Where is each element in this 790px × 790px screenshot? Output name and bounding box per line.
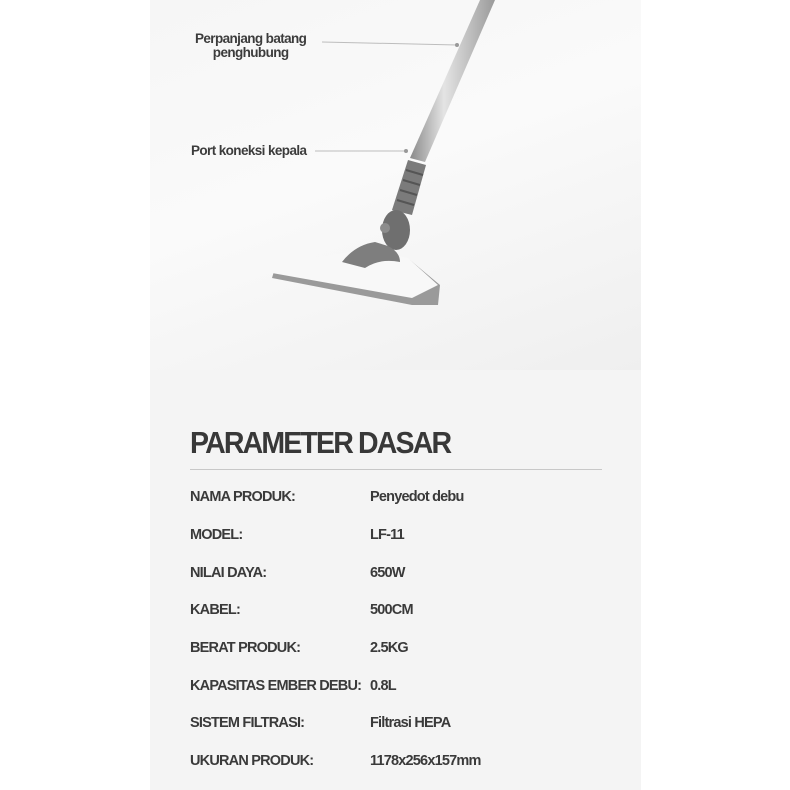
bellows-joint xyxy=(380,160,426,250)
spec-label: MODEL: xyxy=(190,527,243,543)
spec-label: BERAT PRODUK: xyxy=(190,640,301,656)
spec-value: 500CM xyxy=(370,602,413,618)
parameters-section xyxy=(150,370,641,790)
spec-value: 2.5KG xyxy=(370,640,408,656)
spec-value: LF-11 xyxy=(370,527,404,543)
spec-value: Filtrasi HEPA xyxy=(370,715,451,731)
callout-extension-rod xyxy=(195,32,306,60)
callout-text-line: Perpanjang batang xyxy=(195,31,307,46)
divider xyxy=(190,469,602,470)
section-title: PARAMETER DASAR xyxy=(190,425,451,460)
floor-head xyxy=(272,242,440,305)
extension-rod xyxy=(410,0,495,162)
callout-head-port: Port koneksi kepala xyxy=(191,143,307,158)
spec-value: 1178x256x157mm xyxy=(370,753,481,769)
spec-label: NAMA PRODUK: xyxy=(190,489,296,505)
spec-label: KABEL: xyxy=(190,602,240,618)
spec-label: SISTEM FILTRASI: xyxy=(190,715,305,731)
callout-line-rod xyxy=(322,42,457,45)
product-photo xyxy=(150,0,641,370)
spec-label: UKURAN PRODUK: xyxy=(190,753,314,769)
spec-value: Penyedot debu xyxy=(370,489,464,505)
spec-label: NILAI DAYA: xyxy=(190,565,267,581)
spec-value: 650W xyxy=(370,565,405,581)
callout-text-line: penghubung xyxy=(212,45,289,60)
spec-label: KAPASITAS EMBER DEBU: xyxy=(190,678,362,694)
spec-value: 0.8L xyxy=(370,678,396,694)
